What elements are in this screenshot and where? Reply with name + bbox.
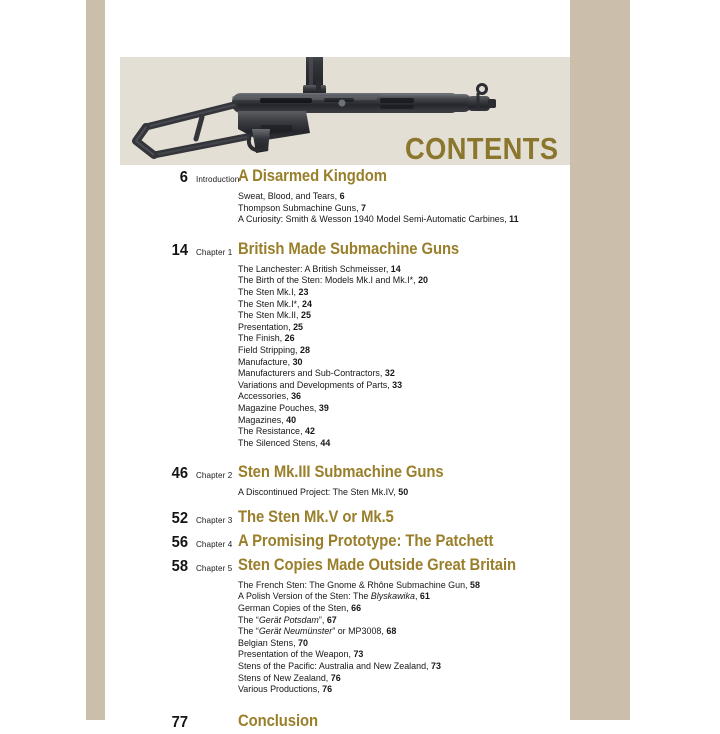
toc-subitem-page-number: 20 [418, 275, 429, 286]
toc-subitem-text: The Sten Mk.I, [238, 286, 297, 297]
toc-subitem-text: Accessories, [238, 391, 289, 402]
toc-list [0, 167, 720, 734]
toc-entry-section-label: Chapter 5 [196, 562, 233, 573]
toc-entry-header[interactable] [0, 712, 720, 734]
toc-subitem-page-number: 23 [298, 286, 309, 297]
toc-subitem-text: Magazines, [238, 414, 284, 425]
toc-entry-section-label: Introduction [196, 174, 240, 184]
toc-subitem-page-number: 26 [284, 333, 295, 344]
toc-subitem-text: The Resistance, [238, 426, 303, 437]
toc-entry[interactable] [0, 449, 720, 499]
toc-subitem[interactable] [238, 203, 720, 215]
toc-subitem-text-tail: ”, [318, 614, 325, 625]
toc-subitem-text: The “ [238, 614, 259, 625]
toc-subitem-text: Manufacture, [238, 356, 291, 367]
toc-entry-page-number: 58 [171, 557, 188, 575]
toc-entry-header[interactable] [0, 463, 720, 485]
toc-subitem-text: Manufacturers and Sub-Contractors, [238, 368, 383, 379]
toc-subitem-page-number: 58 [470, 579, 480, 590]
toc-subitem-list [0, 189, 720, 226]
toc-entry-section-label: Chapter 1 [196, 246, 233, 257]
toc-subitem-page-number: 67 [326, 614, 337, 625]
toc-entry-title: Conclusion [238, 711, 318, 730]
toc-subitem-page-number: 66 [351, 603, 362, 614]
toc-entry-title: A Disarmed Kingdom [238, 167, 387, 185]
toc-subitem-page-number: 40 [286, 414, 297, 425]
toc-subitem[interactable] [238, 684, 720, 696]
toc-subitem-italic-term: Gerät Potsdam [258, 614, 319, 625]
toc-subitem-page-number: 11 [509, 214, 519, 225]
toc-subitem[interactable] [238, 580, 720, 592]
toc-subitem-text: A Discontinued Project: The Sten Mk.IV, [238, 487, 396, 498]
toc-subitem-list [0, 578, 720, 696]
toc-entry-page-number: 46 [171, 465, 188, 483]
toc-subitem-page-number: 25 [301, 310, 311, 321]
toc-subitem-text: The Silenced Stens, [238, 437, 318, 448]
toc-entry[interactable] [0, 226, 720, 450]
toc-subitem[interactable] [238, 638, 720, 650]
toc-subitem[interactable] [238, 673, 720, 685]
toc-subitem[interactable] [238, 345, 720, 357]
toc-subitem[interactable] [238, 357, 720, 369]
toc-subitem-text: Variations and Developments of Parts, [238, 379, 390, 390]
toc-entry-section-label: Chapter 2 [196, 470, 233, 481]
toc-subitem-list [0, 262, 720, 450]
toc-entry-section-label: Chapter 3 [196, 514, 233, 525]
toc-subitem-page-number: 30 [292, 356, 303, 367]
toc-subitem[interactable] [238, 287, 720, 299]
toc-subitem-text: The Sten Mk.II, [238, 310, 299, 321]
toc-subitem-text: A Curiosity: Smith & Wesson 1940 Model Semi-Automatic Carbines, [238, 214, 507, 225]
toc-subitem[interactable] [238, 368, 720, 380]
toc-subitem[interactable] [238, 438, 720, 450]
toc-entry-page-number: 56 [171, 533, 188, 551]
toc-subitem[interactable] [238, 591, 720, 603]
toc-entry[interactable] [0, 696, 720, 734]
toc-subitem-page-number: 6 [339, 191, 345, 201]
toc-entry-header[interactable] [0, 240, 720, 262]
toc-subitem-page-number: 76 [330, 672, 341, 683]
toc-subitem-page-number: 44 [320, 437, 331, 448]
toc-subitem[interactable] [238, 322, 720, 334]
toc-entry-page-number: 14 [171, 241, 188, 259]
toc-entry[interactable] [0, 530, 720, 554]
toc-subitem[interactable] [238, 661, 720, 673]
toc-subitem[interactable] [238, 626, 720, 638]
toc-subitem[interactable] [238, 191, 720, 203]
toc-subitem-text: Presentation of the Weapon, [238, 649, 351, 660]
toc-subitem-text-tail: ” or MP3008, [332, 626, 384, 637]
toc-subitem[interactable] [238, 275, 720, 287]
toc-subitem-text: German Copies of the Sten, [238, 603, 349, 614]
toc-entry-header[interactable] [0, 556, 720, 578]
toc-subitem-text: The “ [238, 626, 259, 637]
toc-subitem-page-number: 68 [386, 626, 397, 637]
toc-subitem[interactable] [238, 415, 720, 427]
toc-subitem[interactable] [238, 615, 720, 627]
toc-subitem-page-number: 24 [302, 298, 312, 309]
toc-entry-title: Sten Mk.III Submachine Guns [238, 463, 444, 482]
toc-subitem-text: The Birth of the Sten: Models Mk.I and Mk.I*, [238, 275, 416, 286]
toc-subitem[interactable] [238, 403, 720, 415]
toc-entry-title: British Made Submachine Guns [238, 239, 460, 258]
toc-entry-title: The Sten Mk.V or Mk.5 [238, 507, 394, 526]
toc-subitem-text: Stens of the Pacific: Australia and New Zealand, [238, 661, 429, 672]
header-panel [120, 57, 570, 165]
toc-subitem-page-number: 7 [361, 202, 367, 213]
toc-subitem-page-number: 28 [300, 344, 310, 355]
toc-entry-header[interactable] [0, 532, 720, 554]
toc-subitem[interactable] [238, 214, 720, 226]
toc-subitem-page-number: 73 [431, 661, 441, 672]
toc-entry-section-label: Chapter 4 [196, 538, 233, 549]
toc-entry-page-number: 77 [171, 713, 188, 731]
toc-subitem[interactable] [238, 380, 720, 392]
toc-subitem-text-tail: , [414, 591, 418, 602]
toc-subitem[interactable] [238, 603, 720, 615]
toc-subitem-italic-term: Gerät Neumünster [258, 626, 333, 637]
toc-subitem-page-number: 50 [398, 487, 409, 498]
toc-subitem-page-number: 33 [392, 379, 403, 390]
toc-entry-page-number: 6 [179, 169, 188, 186]
toc-subitem-text: Thompson Submachine Guns, [238, 202, 359, 213]
toc-entry[interactable] [0, 499, 720, 530]
toc-subitem-text: Presentation, [238, 321, 291, 332]
toc-subitem-text: Various Productions, [238, 684, 320, 695]
toc-subitem[interactable] [238, 487, 720, 499]
toc-subitem-page-number: 39 [318, 402, 329, 413]
toc-subitem-text: The Sten Mk.I*, [238, 298, 300, 309]
toc-entry-title: Sten Copies Made Outside Great Britain [238, 555, 516, 574]
toc-subitem-page-number: 36 [291, 391, 302, 402]
toc-subitem[interactable] [238, 426, 720, 438]
toc-subitem-text: The Lanchester: A British Schmeisser, [238, 263, 389, 274]
toc-subitem-list [0, 485, 720, 499]
toc-subitem[interactable] [238, 391, 720, 403]
toc-subitem-text: Stens of New Zealand, [238, 672, 329, 683]
toc-subitem-page-number: 76 [322, 684, 333, 695]
toc-subitem-italic-term: Blyskawika [370, 591, 415, 602]
toc-subitem[interactable] [238, 649, 720, 661]
toc-subitem-text: Sweat, Blood, and Tears, [238, 191, 338, 201]
toc-subitem[interactable] [238, 333, 720, 345]
toc-subitem[interactable] [238, 299, 720, 311]
toc-subitem-page-number: 14 [390, 263, 401, 274]
toc-subitem-text: The Finish, [238, 333, 283, 344]
toc-subitem-page-number: 70 [298, 637, 308, 648]
toc-subitem-page-number: 61 [419, 591, 430, 602]
toc-entry-header[interactable] [0, 508, 720, 530]
toc-entry-title: A Promising Prototype: The Patchett [238, 531, 494, 550]
toc-subitem[interactable] [238, 310, 720, 322]
toc-subitem-text: Field Stripping, [238, 344, 298, 355]
toc-entry-header[interactable] [0, 167, 720, 189]
toc-subitem-text: Belgian Stens, [238, 637, 296, 648]
toc-subitem-page-number: 32 [384, 368, 395, 379]
toc-subitem-page-number: 42 [304, 426, 315, 437]
toc-subitem-page-number: 25 [293, 321, 304, 332]
toc-subitem-page-number: 73 [353, 649, 364, 660]
page-title: CONTENTS [404, 131, 558, 165]
toc-subitem-text: Magazine Pouches, [238, 402, 317, 413]
toc-subitem-text: The French Sten: The Gnome & Rhône Submachine Gun, [238, 579, 468, 590]
toc-entry-page-number: 52 [171, 509, 188, 527]
toc-entry[interactable] [0, 167, 720, 226]
toc-subitem-text: A Polish Version of the Sten: The [238, 591, 371, 602]
toc-entry[interactable] [0, 554, 720, 696]
toc-subitem[interactable] [238, 264, 720, 276]
